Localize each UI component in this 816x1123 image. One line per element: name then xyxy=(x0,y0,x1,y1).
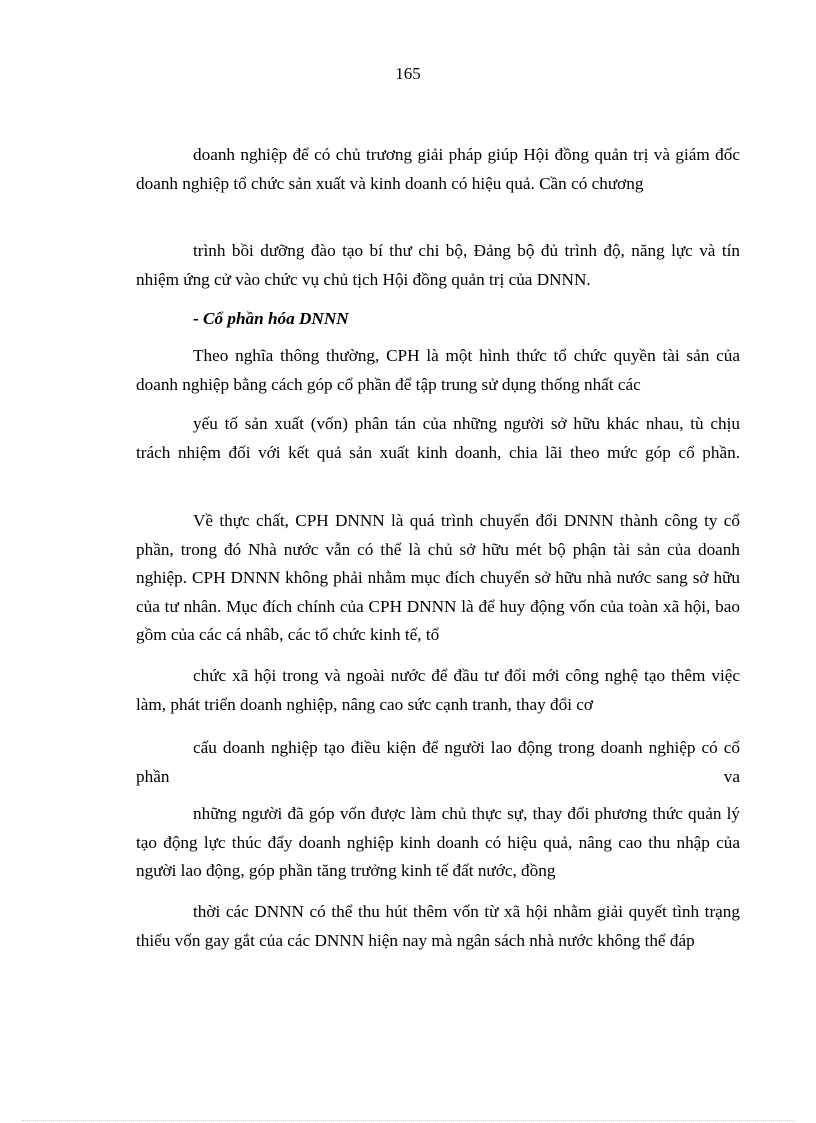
paragraph: Theo nghĩa thông thường, CPH là một hình thức tổ chức quyền tài sản của doanh nghiệp bằng cách góp cổ phần để tập trung sử dụng thống nhất các xyxy=(136,346,740,394)
paragraph: thời các DNNN có thể thu hút thêm vốn từ xã hội nhằm giải quyết tình trạng thiếu vốn gay gắt của các DNNN hiện nay mà ngân sách nhà nước không thể đáp xyxy=(136,902,740,950)
paragraph: yếu tố sản xuất (vốn) phân tán của những người sở hữu khác nhau, tù chịu trách nhiệm đối với kết quả sản xuất kinh doanh, chia lãi theo mức góp cổ phần. xyxy=(136,414,740,462)
paragraph: doanh nghiệp để có chủ trương giải pháp giúp Hội đồng quản trị và giám đốc doanh nghiệp tổ chức sản xuất và kinh doanh có hiệu quả. Cần có chương xyxy=(136,145,740,193)
paragraph: cấu doanh nghiệp tạo điều kiện để người lao động trong doanh nghiệp có cổ phần va xyxy=(136,738,740,786)
page-bottom-rule xyxy=(22,1120,794,1121)
page-number: 165 xyxy=(395,64,421,83)
paragraph: trình bồi dưỡng đào tạo bí thư chi bộ, Đảng bộ đủ trình độ, năng lực và tín nhiệm ứng cử vào chức vụ chủ tịch Hội đồng quản trị của DNNN. xyxy=(136,241,740,289)
paragraph: những người đã góp vốn được làm chủ thực sự, thay đổi phương thức quản lý tạo động lực thúc đẩy doanh nghiệp kinh doanh có hiệu quả, nâng cao thu nhập của người lao động, góp phần tăng trưởng kinh tế đất nước, đồng xyxy=(136,804,740,880)
paragraph: Về thực chất, CPH DNNN là quá trình chuyển đổi DNNN thành công ty cổ phần, trong đó Nhà nước vẫn có thể là chủ sở hữu mét bộ phận tài sản của doanh nghiệp. CPH DNNN không phải nhằm mục đích chuyển sở hữu nhà nước sang sở hữu của tư nhân. Mục đích chính của CPH DNNN là để huy động vốn của toàn xã hội, bao gồm của các cá nhâb, các tổ chức kinh tế, tổ xyxy=(136,511,740,644)
section-heading: - Cổ phần hóa DNNN xyxy=(193,309,349,328)
paragraph: chức xã hội trong và ngoài nước để đầu tư đổi mới công nghệ tạo thêm việc làm, phát triển doanh nghiệp, nâng cao sức cạnh tranh, thay đổi cơ xyxy=(136,666,740,714)
